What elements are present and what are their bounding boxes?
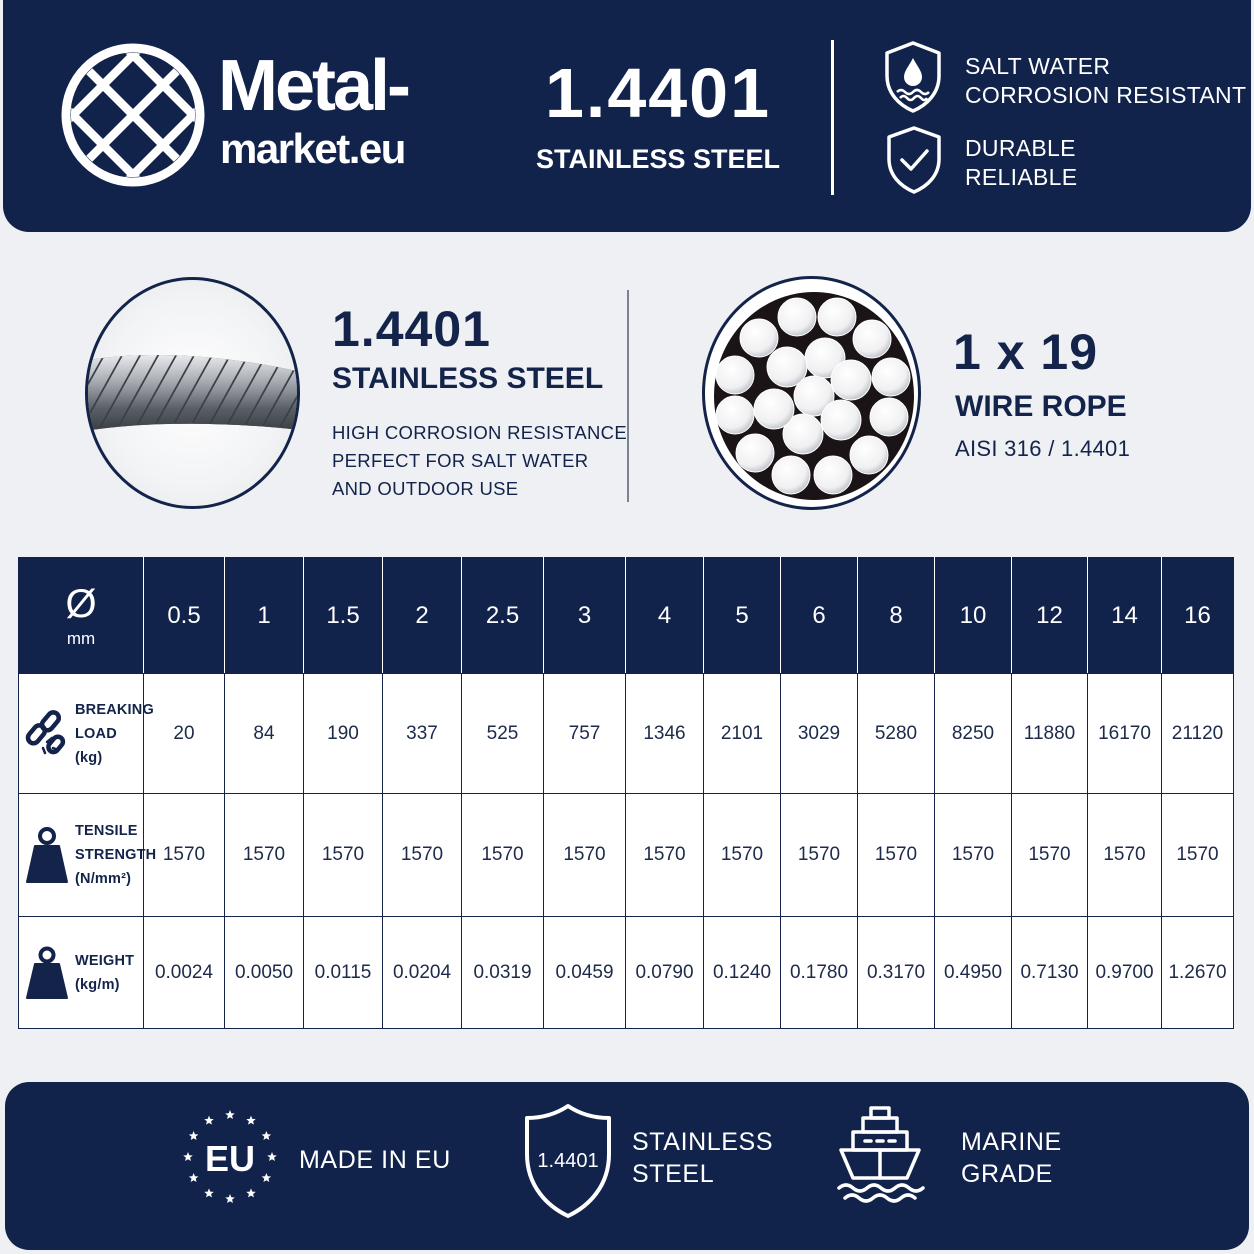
table-cell: 1570	[626, 794, 704, 917]
feature-salt-water: SALT WATER CORROSION RESISTANT	[965, 53, 1247, 108]
row-label-text: WEIGHT (kg/m)	[75, 952, 135, 993]
table-cell: 2101	[704, 674, 781, 794]
eu-star	[246, 1188, 256, 1197]
grade-shield-icon	[523, 1102, 613, 1220]
feature-durable: DURABLE RELIABLE	[965, 135, 1078, 190]
table-cell: 5280	[858, 674, 935, 794]
diameter-value: 2.5	[462, 558, 544, 674]
table-cell: 0.0050	[225, 917, 304, 1029]
table-cell: 0.7130	[1012, 917, 1088, 1029]
eu-star	[225, 1110, 235, 1119]
table-cell: 0.4950	[935, 917, 1012, 1029]
table-cell: 1570	[704, 794, 781, 917]
table-cell: 337	[383, 674, 462, 794]
table-cell: 1570	[383, 794, 462, 917]
eu-stars-icon	[177, 1104, 283, 1210]
table-cell: 1570	[781, 794, 858, 917]
table-cell: 0.0204	[383, 917, 462, 1029]
table-cell: 1570	[544, 794, 626, 917]
intro-description: HIGH CORROSION RESISTANCE PERFECT FOR SALT WATER AND OUTDOOR USE	[332, 422, 627, 499]
header-grade-subtitle: STAINLESS STEEL	[535, 144, 781, 174]
table-cell: 1570	[225, 794, 304, 917]
table-cell: 1.2670	[1162, 917, 1234, 1029]
weight-icon	[25, 826, 69, 884]
table-cell: 1570	[935, 794, 1012, 917]
diameter-value: 8	[858, 558, 935, 674]
table-cell: 0.3170	[858, 917, 935, 1029]
diameter-value: 5	[704, 558, 781, 674]
shield-grade-text: 1.4401	[537, 1150, 599, 1172]
diameter-value: 12	[1012, 558, 1088, 674]
header-divider	[831, 40, 834, 195]
stainless-steel-label: STAINLESS STEEL	[632, 1128, 774, 1188]
eu-star	[204, 1188, 214, 1197]
eu-badge-text: EU	[204, 1138, 256, 1179]
eu-star	[189, 1173, 199, 1182]
eu-star	[267, 1152, 277, 1161]
table-cell: 20	[144, 674, 225, 794]
table-row-tensile-strength	[19, 794, 1234, 917]
row-label-tensile-strength	[19, 794, 157, 917]
diameter-unit: mm	[66, 628, 96, 648]
table-cell: 1346	[626, 674, 704, 794]
eu-star	[246, 1116, 256, 1125]
table-row-breaking-load	[19, 674, 1234, 794]
made-in-eu-label: MADE IN EU	[299, 1146, 451, 1174]
diameter-value: 4	[626, 558, 704, 674]
diameter-value: 3	[544, 558, 626, 674]
eu-star	[204, 1116, 214, 1125]
table-cell: 190	[304, 674, 383, 794]
diameter-header	[19, 558, 144, 674]
table-cell: 0.0790	[626, 917, 704, 1029]
wire-rope-icon	[88, 280, 300, 509]
intro-divider	[627, 290, 629, 502]
intro-material: STAINLESS STEEL	[332, 362, 604, 395]
wire-rope-photo	[85, 277, 300, 509]
table-cell: 8250	[935, 674, 1012, 794]
intro-grade: 1.4401	[332, 301, 491, 357]
table-cell: 0.0319	[462, 917, 544, 1029]
table-cell: 0.0459	[544, 917, 626, 1029]
diameter-symbol: Ø	[65, 581, 97, 626]
row-label-weight	[19, 917, 144, 1029]
table-cell: 757	[544, 674, 626, 794]
table-cell: 3029	[781, 674, 858, 794]
intro-standard: AISI 316 / 1.4401	[955, 436, 1131, 461]
table-cell: 11880	[1012, 674, 1088, 794]
table-cell: 1570	[1162, 794, 1234, 917]
table-cell: 16170	[1088, 674, 1162, 794]
eu-star	[262, 1173, 272, 1182]
diameter-value: 14	[1088, 558, 1162, 674]
header-grade-number: 1.4401	[544, 54, 772, 132]
ship-icon	[835, 1104, 925, 1204]
header-banner	[3, 0, 1251, 232]
broken-chain-icon	[25, 708, 71, 760]
diameter-value: 2	[383, 558, 462, 674]
table-cell: 1570	[858, 794, 935, 917]
eu-star	[262, 1131, 272, 1140]
row-label-text: TENSILE STRENGTH (N/mm²)	[75, 823, 157, 887]
brand-name-line1: Metal-	[218, 46, 409, 126]
intro-product: WIRE ROPE	[955, 390, 1127, 423]
table-cell: 525	[462, 674, 544, 794]
table-cell: 0.0024	[144, 917, 225, 1029]
table-cell: 84	[225, 674, 304, 794]
eu-star	[225, 1194, 235, 1203]
table-cell: 0.1240	[704, 917, 781, 1029]
check-shield-icon	[885, 125, 943, 195]
spec-table	[18, 557, 1234, 1029]
table-cell: 0.0115	[304, 917, 383, 1029]
diameter-value: 1.5	[304, 558, 383, 674]
diameter-value: 1	[225, 558, 304, 674]
table-cell: 1570	[304, 794, 383, 917]
logo-mesh-icon	[60, 42, 206, 188]
row-label-breaking-load	[19, 674, 154, 794]
table-cell: 0.1780	[781, 917, 858, 1029]
brand-name-line2: market.eu	[220, 125, 405, 172]
rope-cross-section-icon	[705, 279, 921, 510]
diameter-value: 0.5	[144, 558, 225, 674]
table-row-weight	[19, 917, 1234, 1029]
table-cell: 1570	[1088, 794, 1162, 917]
table-cell: 21120	[1162, 674, 1234, 794]
table-cell: 1570	[144, 794, 225, 917]
rope-cross-section	[702, 276, 921, 510]
water-drop-shield-icon	[883, 40, 943, 114]
table-cell: 0.9700	[1088, 917, 1162, 1029]
eu-star	[183, 1152, 193, 1161]
row-label-text: BREAKING LOAD (kg)	[75, 701, 154, 766]
eu-star	[189, 1131, 199, 1140]
marine-grade-label: MARINE GRADE	[961, 1128, 1062, 1188]
table-cell: 1570	[1012, 794, 1088, 917]
weight-icon	[25, 946, 69, 1000]
diameter-value: 10	[935, 558, 1012, 674]
table-cell: 1570	[462, 794, 544, 917]
footer-banner	[5, 1082, 1249, 1250]
diameter-header-row	[19, 558, 1234, 674]
diameter-value: 6	[781, 558, 858, 674]
diameter-value: 16	[1162, 558, 1234, 674]
intro-construction: 1 x 19	[953, 324, 1099, 380]
